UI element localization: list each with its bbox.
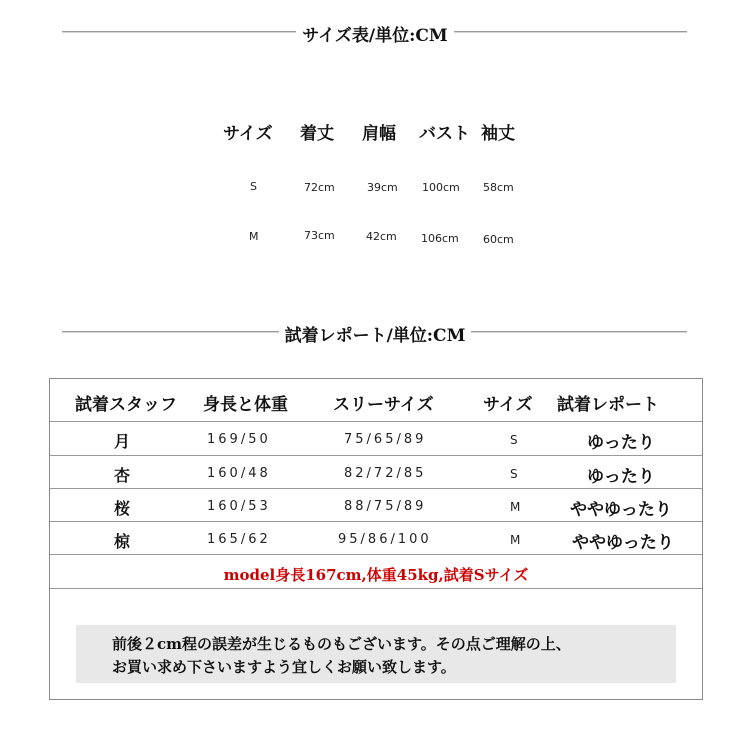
- three-sizes: 95/86/100: [338, 532, 432, 547]
- staff-name: 椋: [114, 532, 131, 551]
- size-header-length: 着丈: [300, 124, 334, 144]
- size-m-label: M: [249, 230, 259, 243]
- table-row: [50, 456, 702, 489]
- three-sizes: 82/72/85: [344, 466, 427, 481]
- size-section-title: [0, 21, 750, 46]
- size-s-length: 72cm: [304, 181, 335, 194]
- staff-name: 杏: [114, 466, 131, 485]
- height-weight: 160/48: [207, 466, 271, 481]
- fit-size: S: [510, 467, 518, 481]
- size-section-title-text: サイズ表/単位:CM: [296, 26, 453, 46]
- report-header-size: サイズ: [483, 395, 533, 415]
- staff-name: 桜: [114, 499, 131, 518]
- three-sizes: 75/65/89: [344, 432, 427, 447]
- fit-report: ややゆったり: [570, 500, 672, 520]
- height-weight: 165/62: [207, 532, 271, 547]
- notice-line-1: 前後２cm程の誤差が生じるものもございます。その点ご理解の上、: [112, 635, 571, 653]
- report-section-title-text: 試着レポート/単位:CM: [279, 326, 472, 346]
- table-row: [50, 522, 702, 555]
- fit-size: S: [510, 433, 518, 447]
- size-header-shoulder: 肩幅: [362, 124, 396, 144]
- three-sizes: 88/75/89: [344, 499, 427, 514]
- report-section-title: [0, 321, 750, 346]
- height-weight: 169/50: [207, 432, 271, 447]
- height-weight: 160/53: [207, 499, 271, 514]
- model-note: model身長167cm,体重45kg,試着Sサイズ: [223, 566, 529, 584]
- report-header-row: [50, 382, 702, 415]
- table-row: [50, 489, 702, 522]
- size-header-size: サイズ: [223, 124, 273, 144]
- report-header-height-weight: 身長と体重: [203, 395, 288, 415]
- size-header-bust: バスト: [419, 124, 470, 144]
- report-header-staff: 試着スタッフ: [75, 395, 177, 415]
- fitting-report-table: [49, 378, 703, 700]
- staff-name: 月: [114, 432, 131, 451]
- notice-box: [76, 625, 676, 683]
- fit-report: ゆったり: [587, 433, 655, 453]
- size-m-sleeve: 60cm: [483, 233, 514, 246]
- size-m-length: 73cm: [304, 229, 335, 242]
- fit-report: ややゆったり: [572, 533, 674, 553]
- notice-line-2: お買い求め下さいますよう宜しくお願い致します。: [112, 658, 456, 676]
- size-s-sleeve: 58cm: [483, 181, 514, 194]
- size-header-sleeve: 袖丈: [481, 124, 515, 144]
- fit-report: ゆったり: [587, 467, 655, 487]
- fit-size: M: [510, 500, 521, 514]
- report-header-three-sizes: スリーサイズ: [333, 395, 434, 415]
- row-divider: [50, 588, 702, 589]
- fit-size: M: [510, 533, 521, 547]
- size-s-bust: 100cm: [422, 181, 460, 194]
- size-m-shoulder: 42cm: [366, 230, 397, 243]
- table-row: [50, 422, 702, 455]
- size-s-shoulder: 39cm: [367, 181, 398, 194]
- row-divider: [50, 554, 702, 555]
- size-s-label: S: [250, 180, 257, 193]
- report-header-report: 試着レポート: [557, 395, 659, 415]
- size-m-bust: 106cm: [421, 232, 459, 245]
